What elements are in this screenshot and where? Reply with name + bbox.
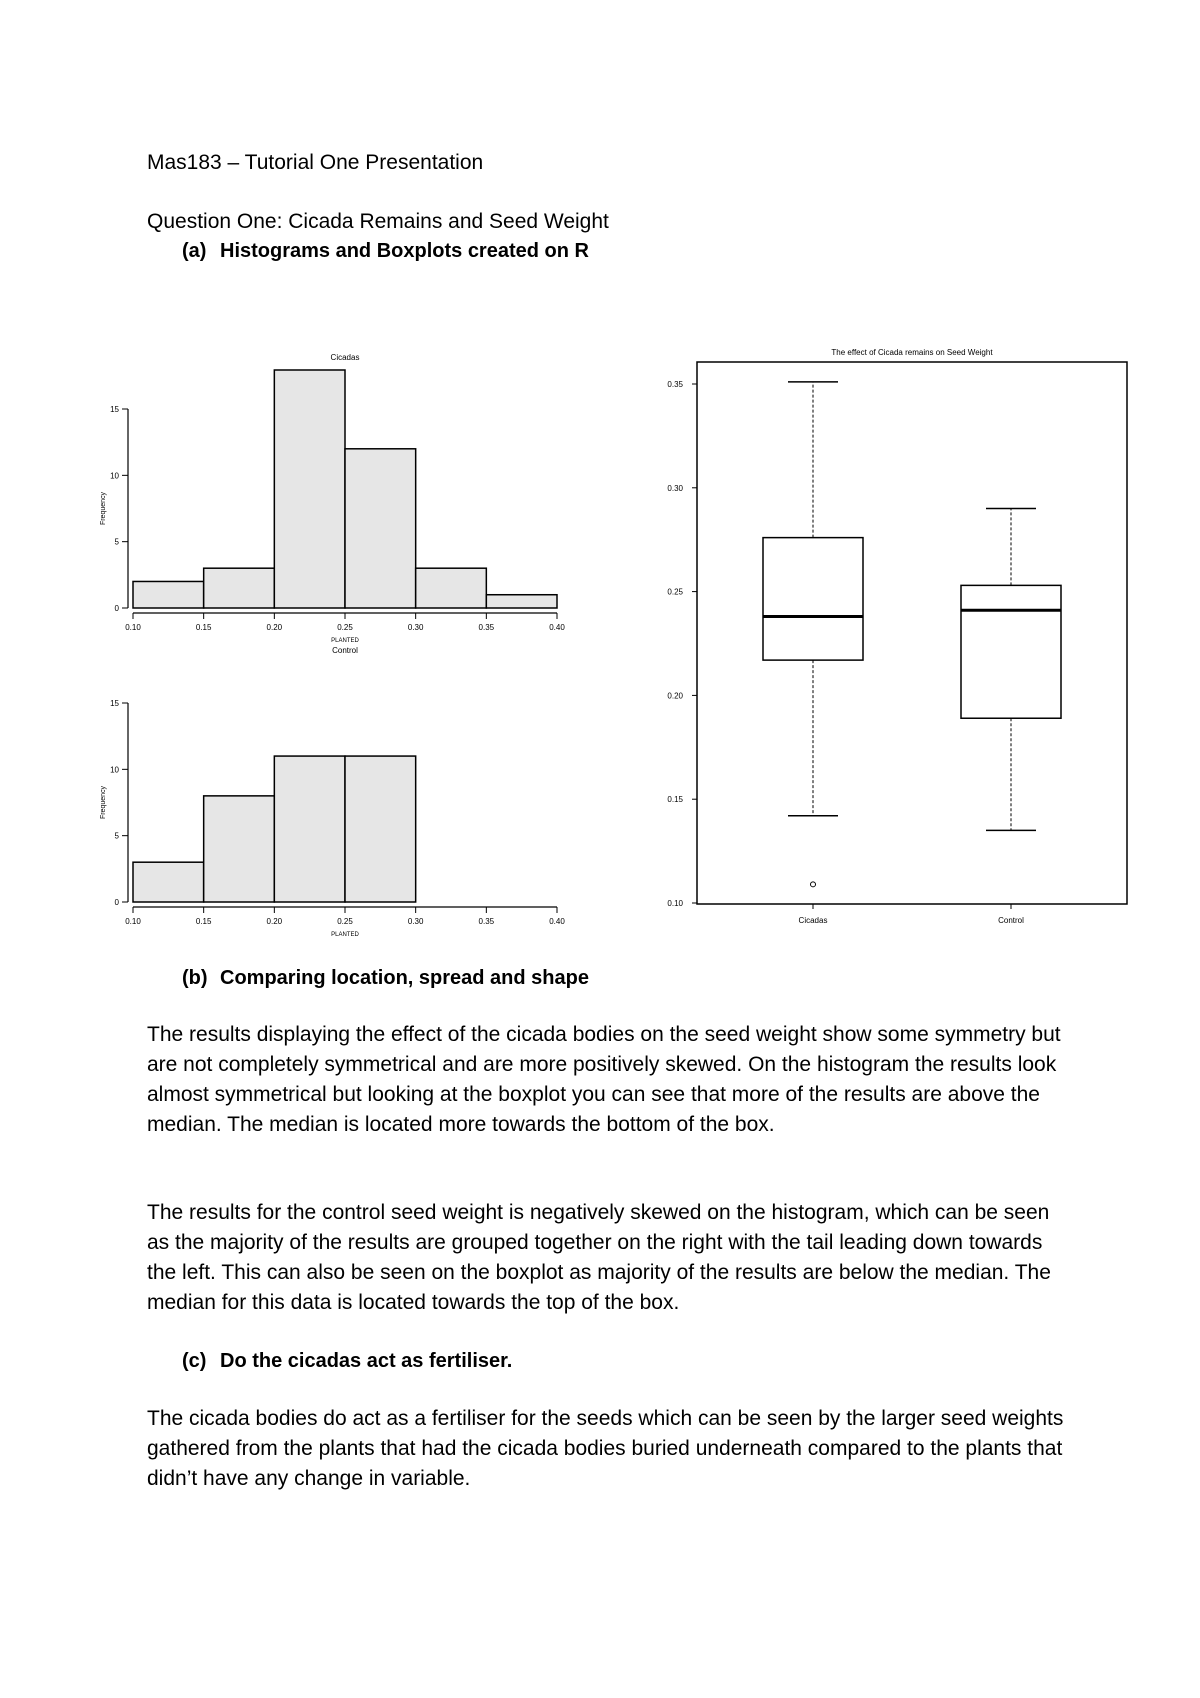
hist-cicadas-bar-4 bbox=[416, 568, 487, 608]
hist-cicadas-bar-1 bbox=[204, 568, 275, 608]
boxplot-y-tick-label-2: 0.20 bbox=[667, 691, 683, 701]
boxplot-cicadas-x-label: Cicadas bbox=[798, 916, 828, 925]
section-b-heading bbox=[182, 963, 589, 993]
hist-cicadas-x-tick-label-1: 0.15 bbox=[195, 623, 212, 632]
hist-control-bar-0 bbox=[133, 862, 204, 902]
section-b-title: Comparing location, spread and shape bbox=[220, 967, 589, 989]
hist-control-title: Control bbox=[332, 646, 358, 655]
hist-cicadas-y-tick-label-3: 15 bbox=[110, 405, 119, 414]
hist-cicadas-x-tick-label-2: 0.20 bbox=[266, 623, 283, 632]
hist-control-y-tick-label-3: 15 bbox=[110, 699, 119, 708]
hist-control-xlabel: PLANTED bbox=[331, 932, 359, 938]
hist-control-x-tick-label-5: 0.35 bbox=[478, 917, 495, 926]
histogram-cicadas bbox=[100, 353, 565, 644]
hist-control-x-tick-label-6: 0.40 bbox=[549, 917, 565, 926]
hist-cicadas-y-tick-label-0: 0 bbox=[114, 604, 119, 613]
hist-control-x-tick-label-4: 0.30 bbox=[407, 917, 424, 926]
boxplot-title: The effect of Cicada remains on Seed Weight bbox=[831, 348, 993, 357]
section-c-label: (c) bbox=[182, 1350, 207, 1372]
hist-control-bar-3 bbox=[345, 756, 416, 902]
hist-cicadas-x-tick-label-4: 0.30 bbox=[407, 623, 424, 632]
hist-control-bar-1 bbox=[204, 796, 275, 902]
hist-cicadas-x-tick-label-3: 0.25 bbox=[337, 623, 353, 632]
hist-cicadas-bar-5 bbox=[486, 595, 557, 608]
section-c-title: Do the cicadas act as fertiliser. bbox=[220, 1350, 513, 1372]
paragraph-c1: The cicada bodies do act as a fertiliser for the seeds which can be seen by the larger seed weights gathered from the plants that had the cicada bodies buried underneath compared to the plants that didn’t have any change in variable. bbox=[147, 1407, 1064, 1490]
section-c-heading bbox=[182, 1346, 512, 1376]
hist-cicadas-bar-0 bbox=[133, 581, 204, 608]
section-a-title: Histograms and Boxplots created on R bbox=[220, 240, 589, 262]
hist-cicadas-y-tick-label-2: 10 bbox=[110, 471, 119, 481]
question-heading: Question One: Cicada Remains and Seed Weight bbox=[147, 210, 609, 233]
hist-cicadas-title: Cicadas bbox=[330, 353, 360, 362]
hist-control-y-tick-label-1: 5 bbox=[114, 831, 119, 841]
section-a-label: (a) bbox=[182, 240, 207, 262]
hist-control-bar-2 bbox=[274, 756, 345, 902]
hist-cicadas-x-tick-label-6: 0.40 bbox=[549, 623, 565, 632]
boxplot-control-box bbox=[961, 585, 1061, 718]
hist-cicadas-x-tick-label-0: 0.10 bbox=[125, 623, 141, 632]
boxplot-cicadas-box bbox=[763, 538, 863, 660]
boxplot-control-x-label: Control bbox=[998, 916, 1024, 925]
hist-cicadas-bar-3 bbox=[345, 449, 416, 608]
boxplot-chart bbox=[667, 348, 1127, 925]
hist-control-y-tick-label-2: 10 bbox=[110, 765, 119, 775]
section-b-label: (b) bbox=[182, 967, 208, 989]
hist-cicadas-bar-2 bbox=[274, 370, 345, 608]
hist-control-x-tick-label-3: 0.25 bbox=[337, 917, 353, 926]
hist-cicadas-y-tick-label-1: 5 bbox=[114, 537, 119, 547]
hist-control-x-tick-label-1: 0.15 bbox=[195, 917, 212, 926]
boxplot-y-tick-label-4: 0.30 bbox=[667, 483, 683, 493]
boxplot-cicadas-outlier-0 bbox=[811, 882, 816, 887]
hist-control-ylabel: Frequency bbox=[100, 785, 107, 820]
boxplot-y-tick-label-0: 0.10 bbox=[667, 899, 683, 908]
hist-control-x-tick-label-0: 0.10 bbox=[125, 917, 141, 926]
boxplot-y-tick-label-3: 0.25 bbox=[667, 587, 683, 597]
hist-control-y-tick-label-0: 0 bbox=[114, 898, 119, 907]
paragraph-b2: The results for the control seed weight is negatively skewed on the histogram, which can be seen as the majority of the results are grouped together on the right with the tail leading down towards the left. This can also be seen on the boxplot as majority of the results are below the median. The median for this data is located towards the top of the box. bbox=[147, 1201, 1051, 1314]
boxplot-y-tick-label-5: 0.35 bbox=[667, 380, 683, 389]
document-title: Mas183 – Tutorial One Presentation bbox=[147, 151, 484, 174]
hist-cicadas-ylabel: Frequency bbox=[100, 491, 107, 526]
hist-cicadas-x-tick-label-5: 0.35 bbox=[478, 623, 495, 632]
hist-control-x-tick-label-2: 0.20 bbox=[266, 917, 283, 926]
histogram-control bbox=[100, 646, 565, 938]
hist-cicadas-xlabel: PLANTED bbox=[331, 638, 359, 644]
boxplot-frame bbox=[697, 362, 1127, 904]
paragraph-b1: The results displaying the effect of the cicada bodies on the seed weight show some symmetry but are not completely symmetrical and are more positively skewed. On the histogram the results look almost symmetrical but looking at the boxplot you can see that more of the results are above the median. The median is located more towards the bottom of the box. bbox=[147, 1023, 1061, 1136]
boxplot-y-tick-label-1: 0.15 bbox=[667, 795, 683, 805]
